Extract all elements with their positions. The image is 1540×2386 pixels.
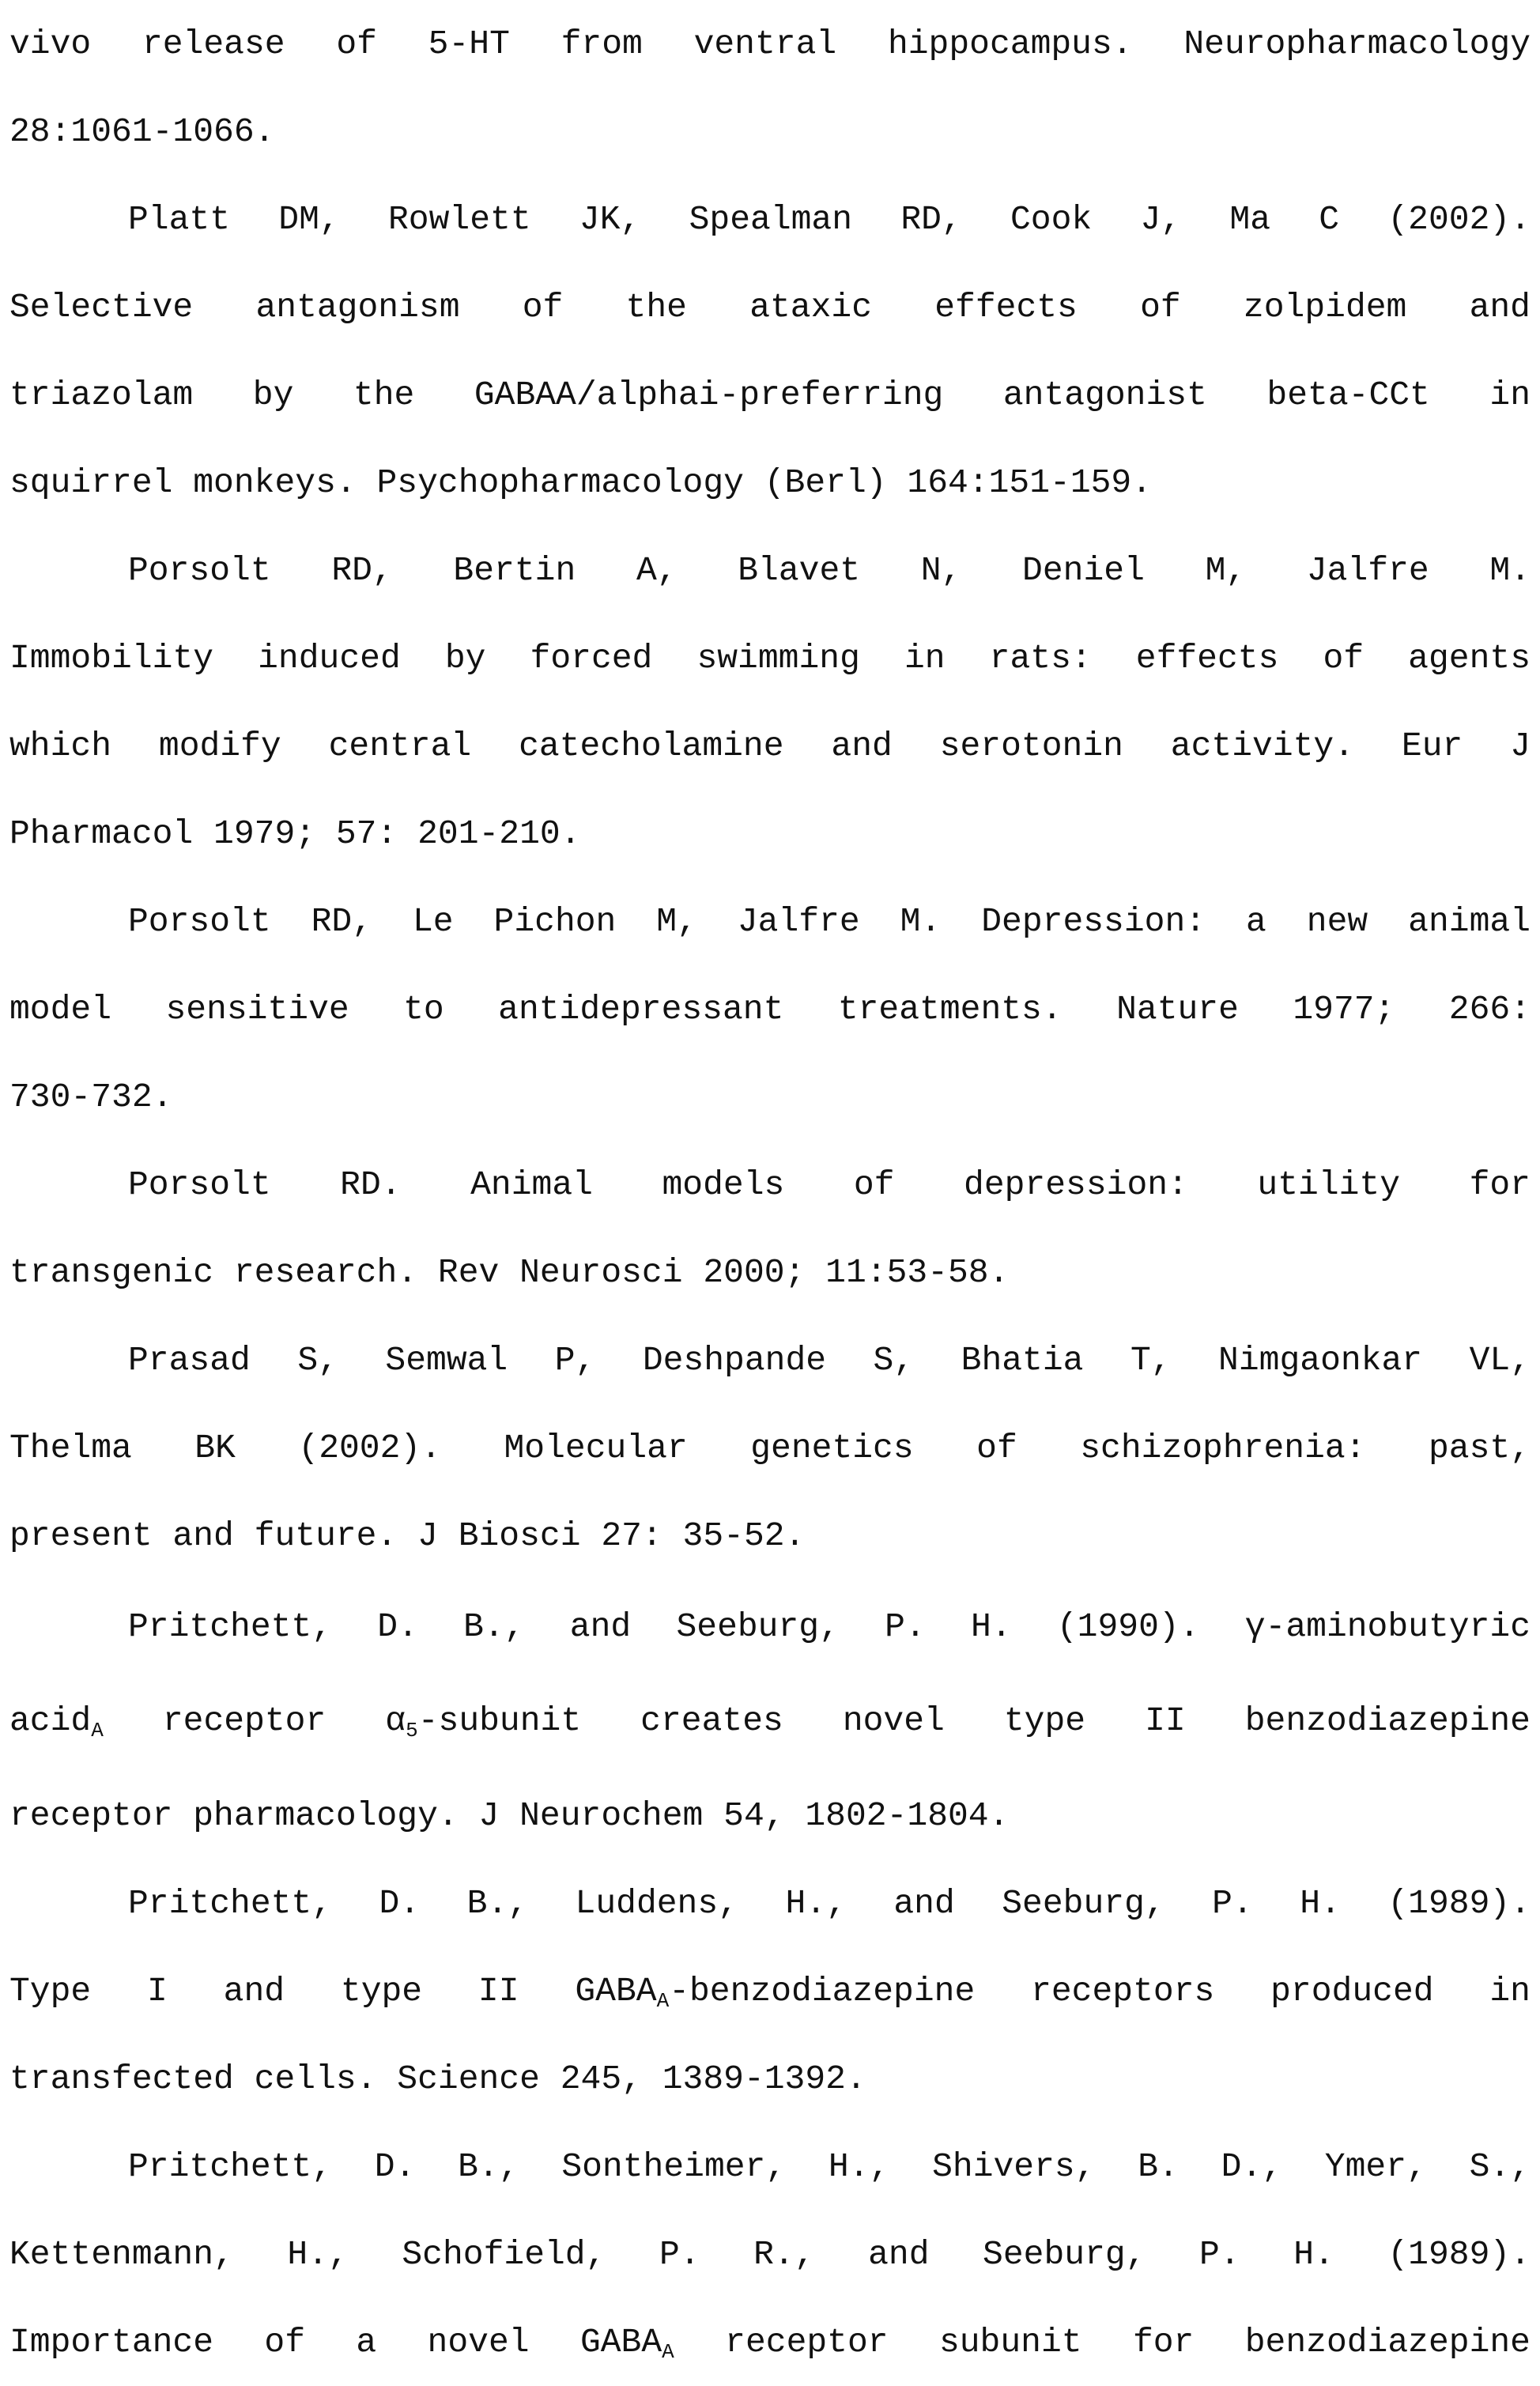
- reference-line: Pritchett, D. B., Luddens, H., and Seeburg, P. H. (1989).: [9, 1859, 1531, 1947]
- reference-line: Immobility induced by forced swimming in rats: effects of agents: [9, 614, 1531, 702]
- reference-line: Kettenmann, H., Schofield, P. R., and Seeburg, P. H. (1989).: [9, 2210, 1531, 2298]
- reference-line: squirrel monkeys. Psychopharmacology (Berl) 164:151-159.: [9, 439, 1531, 527]
- reference-line: transgenic research. Rev Neurosci 2000; 11:53-58.: [9, 1229, 1531, 1316]
- text-segment: acid: [9, 1701, 91, 1740]
- reference-line: Prasad S, Semwal P, Deshpande S, Bhatia T, Nimgaonkar VL,: [9, 1316, 1531, 1404]
- reference-entry: [9, 2123, 1531, 2386]
- text-segment: receptor α: [104, 1701, 406, 1740]
- reference-line: Pritchett, D. B., Sontheimer, H., Shivers, B. D., Ymer, S.,: [9, 2123, 1531, 2210]
- reference-entry: [9, 1583, 1531, 1859]
- text-segment: Type I and type II GABA: [9, 1972, 657, 2010]
- subscript: A: [657, 1989, 670, 2013]
- reference-line: model sensitive to antidepressant treatments. Nature 1977; 266:: [9, 965, 1531, 1053]
- reference-entry: [9, 878, 1531, 1141]
- reference-line: receptor pharmacology. J Neurochem 54, 1802-1804.: [9, 1772, 1531, 1859]
- reference-line: Thelma BK (2002). Molecular genetics of schizophrenia: past,: [9, 1404, 1531, 1492]
- reference-line: present and future. J Biosci 27: 35-52.: [9, 1492, 1531, 1580]
- reference-line-with-subscripts: [9, 1671, 1531, 1772]
- reference-line-with-subscripts: [9, 2298, 1531, 2386]
- text-segment: receptor subunit for benzodiazepine: [674, 2323, 1531, 2361]
- reference-entry: [9, 176, 1531, 527]
- reference-entry: [9, 1316, 1531, 1580]
- reference-line: 730-732.: [9, 1053, 1531, 1141]
- reference-continued: [9, 0, 1531, 176]
- reference-line: Platt DM, Rowlett JK, Spealman RD, Cook J, Ma C (2002).: [9, 176, 1531, 263]
- reference-line: which modify central catecholamine and serotonin activity. Eur J: [9, 702, 1531, 790]
- reference-line-with-subscripts: [9, 1947, 1531, 2035]
- reference-line: vivo release of 5-HT from ventral hippocampus. Neuropharmacology: [9, 0, 1531, 88]
- subscript: A: [662, 2340, 674, 2364]
- subscript: A: [91, 1719, 104, 1742]
- reference-line: triazolam by the GABAA/alphai-preferring antagonist beta-CCt in: [9, 351, 1531, 439]
- reference-list-page: [9, 0, 1531, 2386]
- text-segment: -benzodiazepine receptors produced in: [669, 1972, 1531, 2010]
- reference-line: Porsolt RD, Bertin A, Blavet N, Deniel M, Jalfre M.: [9, 527, 1531, 614]
- reference-line: 28:1061-1066.: [9, 88, 1531, 176]
- reference-line: Pritchett, D. B., and Seeburg, P. H. (1990). γ-aminobutyric: [9, 1583, 1531, 1671]
- reference-line: Pharmacol 1979; 57: 201-210.: [9, 790, 1531, 878]
- subscript: 5: [406, 1719, 418, 1742]
- reference-entry: [9, 1859, 1531, 2123]
- reference-line: Porsolt RD, Le Pichon M, Jalfre M. Depression: a new animal: [9, 878, 1531, 965]
- text-segment: -subunit creates novel type II benzodiazepine: [418, 1701, 1531, 1740]
- reference-line: Porsolt RD. Animal models of depression: utility for: [9, 1141, 1531, 1229]
- reference-entry: [9, 1141, 1531, 1316]
- reference-line: transfected cells. Science 245, 1389-1392.: [9, 2035, 1531, 2123]
- reference-line: Selective antagonism of the ataxic effects of zolpidem and: [9, 263, 1531, 351]
- text-segment: Importance of a novel GABA: [9, 2323, 662, 2361]
- reference-entry: [9, 527, 1531, 878]
